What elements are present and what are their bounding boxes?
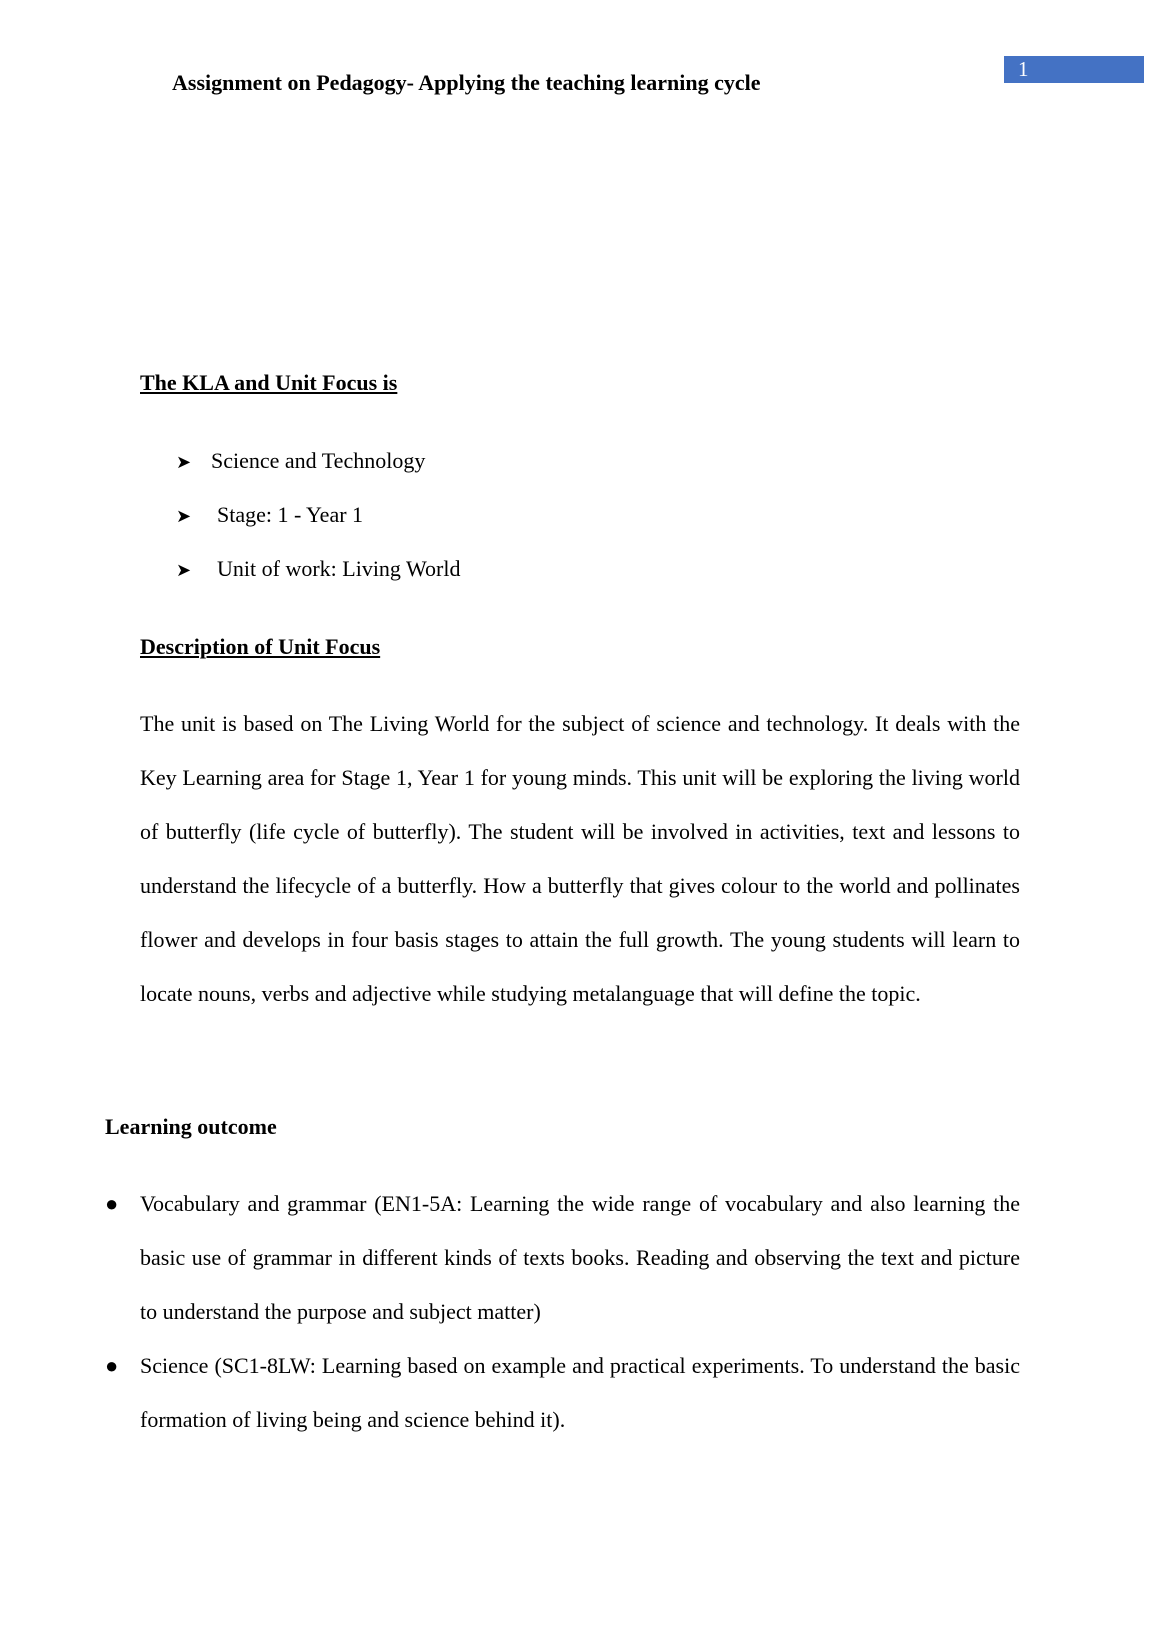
kla-list-item (176, 500, 363, 531)
kla-item-text: Stage: 1 - Year 1 (217, 502, 364, 527)
document-header-title: Assignment on Pedagogy- Applying the teaching learning cycle (172, 70, 761, 95)
description-paragraph: The unit is based on The Living World for the subject of science and technology. It deals with the Key Learning area for Stage 1, Year 1 for young minds. This unit will be exploring the living world of butterfly (life cycle of butterfly). The student will be involved in activities, text and lessons to understand the lifecycle of a butterfly. How a butterfly that gives colour to the world and pollinates flower and develops in four basis stages to attain the full growth. The young students will learn to locate nouns, verbs and adjective while studying metalanguage that will define the topic. (140, 711, 1020, 1006)
bullet-dot-icon: ● (105, 1353, 119, 1378)
learning-outcome-text: Science (SC1-8LW: Learning based on example and practical experiments. To understand the basic formation of living being and science behind it). (140, 1353, 1020, 1432)
learning-outcome-text: Vocabulary and grammar (EN1-5A: Learning the wide range of vocabulary and also learning the basic use of grammar in different kinds of texts books. Reading and observing the text and picture to understand the purpose and subject matter) (140, 1191, 1020, 1324)
arrow-bullet-icon: ➤ (176, 506, 192, 526)
learning-outcome-item (105, 1339, 1020, 1447)
kla-item-text: Science and Technology (211, 448, 426, 473)
arrow-bullet-icon: ➤ (176, 452, 192, 472)
kla-heading: The KLA and Unit Focus is (140, 370, 398, 395)
kla-list-item (176, 554, 460, 585)
arrow-bullet-icon: ➤ (176, 560, 192, 580)
kla-list-item (176, 446, 425, 477)
kla-item-text: Unit of work: Living World (217, 556, 461, 581)
page-number: 1 (1004, 56, 1144, 83)
bullet-dot-icon: ● (105, 1191, 119, 1216)
learning-outcome-heading: Learning outcome (105, 1114, 277, 1139)
description-heading: Description of Unit Focus (140, 634, 381, 659)
learning-outcome-item (105, 1177, 1020, 1339)
